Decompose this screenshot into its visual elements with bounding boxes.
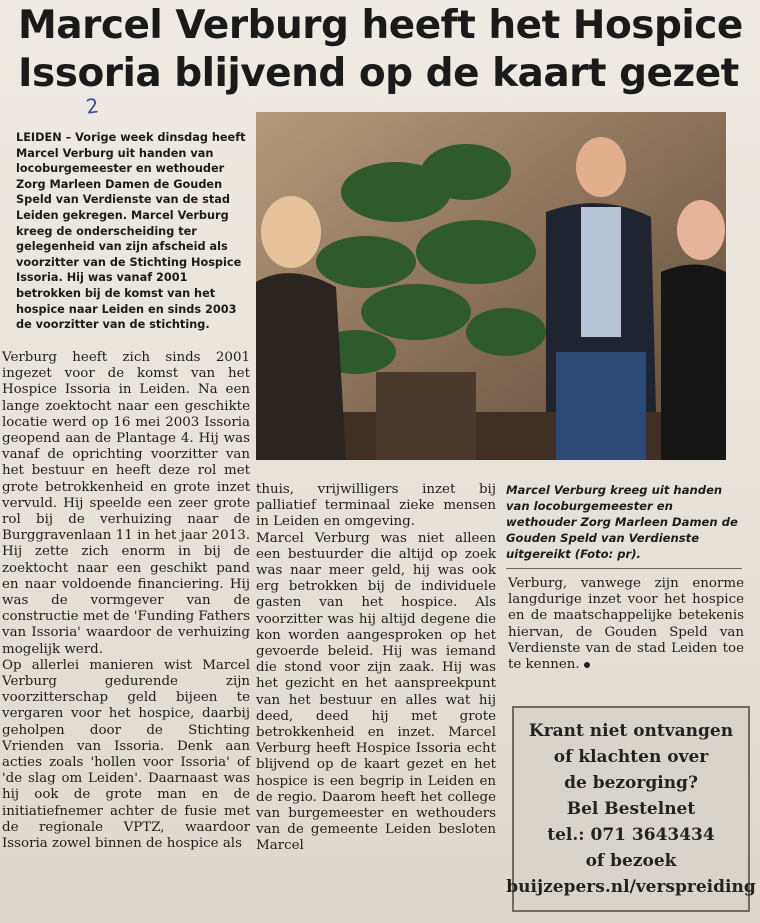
end-bullet [584,662,590,668]
body-column-2 [256,482,496,855]
article-photo [256,112,726,460]
intro-paragraph [16,130,248,333]
ad-line-4: Bel Bestelnet [566,799,696,819]
ad-line-1: Krant niet ontvangen [528,721,734,741]
photo-caption: Marcel Verburg kreeg uit handen van locoburgemeester en wethouder Zorg Marleen Damen de Gouden Speld van Verdienste uitgereikt (Foto: pr). [506,482,742,569]
headline-line-2: Issoria blijvend op de kaart gezet [18,51,739,96]
intro-text: – Vorige week dinsdag heeft Marcel Verburg uit handen van locoburgemeester en wethouder Zorg Marleen Damen de Gouden Speld van Verdienste van de stad Leiden gekregen. Marcel Verburg kreeg de onderscheiding ter gelegenheid van zijn afscheid als voorzitter van de Stichting Hospice Issoria. Hij was vanaf 2001 betrokken bij de komst van het hospice naar Leiden en sinds 2003 de voorzitter van de stichting. [16,131,246,332]
dateline: LEIDEN [16,131,62,144]
col1-paragraph-2: Op allerlei manieren wist Marcel Verburg gedurende zijn voorzitterschap geld bijeen te vergaren voor het hospice, daarbij geholpen door de Stichting Vrienden van Issoria. Denk aan acties zoals 'hollen voor Issoria' of 'de slag om Leiden'. Daarnaast was hij ook de grote man en de initiatiefnemer achter de fusie met de regionale VPTZ, waardoor Issoria zowel binnen de hospice als [2,657,250,852]
body-column-3 [508,576,744,673]
col1-paragraph-1: Verburg heeft zich sinds 2001 ingezet voor de komst van het Hospice Issoria in Leiden. Na een lange zoektocht naar een geschikte locatie werd op 16 mei 2003 Issoria geopend aan de Plantage 4. Hij was vanaf de oprichting voorzitter van het bestuur en heeft deze rol met grote betrokkenheid en grote inzet vervuld. Hij speelde een zeer grote rol bij de verhuizing naar de Burggravenlaan 11 in het jaar 2013. Hij zette zich enorm in bij de zoektocht naar een geschikt pand en naar voldoende financiering. Hij was de vormgever van de constructie met de 'Funding Fathers van Issoria' waardoor de verhuizing mogelijk werd. [2,350,250,657]
headline [18,2,748,98]
ad-line-2: of klachten over [553,747,709,767]
ad-url: buijzepers.nl/verspreiding [506,877,756,897]
delivery-notice-box [506,706,756,912]
handwritten-mark: 2 [84,93,101,119]
col3-text: Verburg, vanwege zijn enorme langdurige inzet voor het hospice en de maatschappelijke betekenis hiervan, de Gouden Speld van Verdienste van de stad Leiden toe te kennen. [508,576,744,673]
ad-phone: tel.: 071 3643434 [547,825,715,845]
col3-paragraph-1 [508,576,744,673]
ad-line-3: de bezorging? [564,773,698,793]
headline-line-1: Marcel Verburg heeft het Hospice [18,3,743,48]
body-column-1 [2,350,250,852]
ad-line-6: of bezoek [585,851,677,871]
photo-illustration [256,112,726,460]
col2-paragraph-2: Marcel Verburg was niet alleen een bestuurder die altijd op zoek was naar meer geld, hij was ook erg betrokken bij de individuele gasten van het hospice. Als voorzitter was hij altijd degene die kon worden aangesproken op het gevoerde beleid. Hij was iemand die stond voor zijn zaak. Hij was het gezicht en het aanspreekpunt van het bestuur en alles wat hij deed, deed hij met grote betrokkenheid en inzet. Marcel Verburg heeft Hospice Issoria echt blijvend op de kaart gezet en het hospice is een begrip in Leiden en de regio. Daarom heeft het college van burgemeester en wethouders van de gemeente Leiden besloten Marcel [256,530,496,854]
col2-paragraph-1: thuis, vrijwilligers inzet bij palliatief terminaal zieke mensen in Leiden en omgeving. [256,482,496,530]
